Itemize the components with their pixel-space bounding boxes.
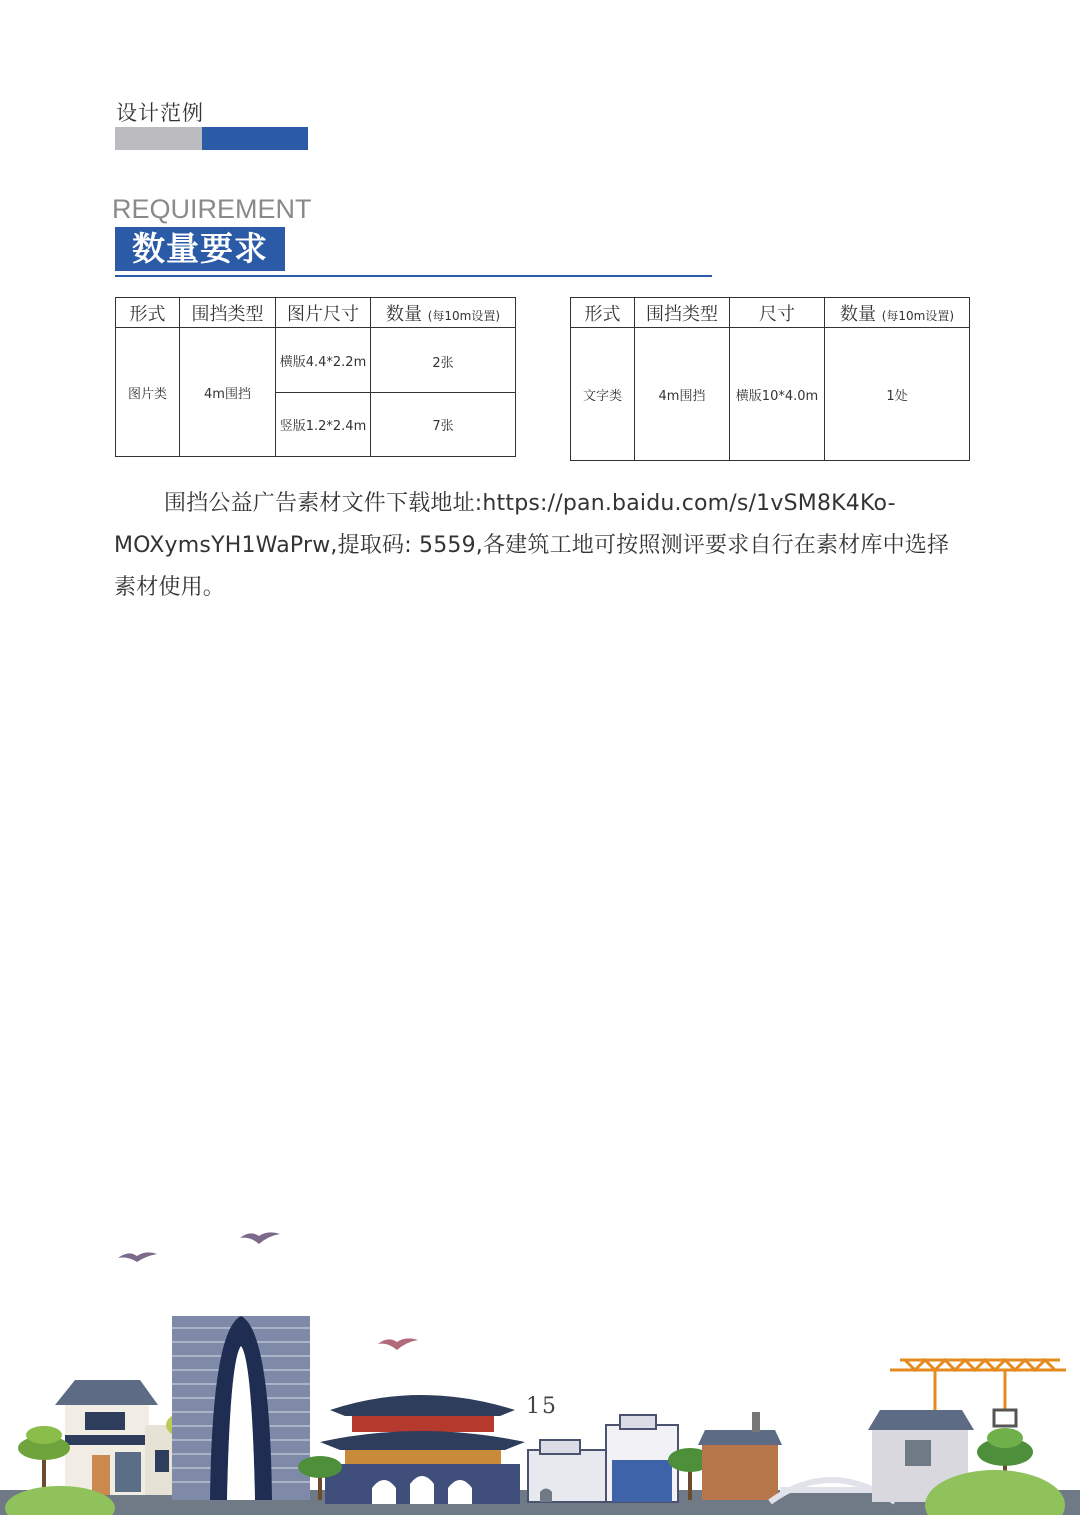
bird-icon	[118, 1252, 157, 1262]
cell-form: 文字类	[571, 328, 635, 461]
cell-type: 4m围挡	[635, 328, 730, 461]
museum	[528, 1415, 678, 1502]
header-bar-gray	[115, 127, 202, 150]
quantity-table-text	[570, 297, 970, 461]
header-qty-note: (每10m设置)	[881, 308, 955, 323]
header-type: 围挡类型	[635, 298, 730, 328]
cell-size: 横版10*4.0m	[730, 328, 825, 461]
header-qty-label: 数量	[385, 303, 422, 325]
header-size: 图片尺寸	[276, 298, 371, 328]
table-header-row	[571, 298, 970, 328]
quantity-table-image	[115, 297, 516, 457]
page-number: 15	[526, 1394, 558, 1419]
title-underline	[115, 275, 712, 277]
gate-tower	[172, 1316, 310, 1500]
cell-qty: 1处	[825, 328, 970, 461]
page-title: 数量要求	[115, 227, 285, 271]
bird-icon	[240, 1232, 280, 1244]
brick-house	[698, 1412, 782, 1500]
header-qty-note: (每10m设置)	[427, 308, 501, 323]
bird-icon	[378, 1338, 418, 1350]
header-form: 形式	[116, 298, 180, 328]
cell-size: 横版4.4*2.2m	[276, 328, 371, 393]
header-type: 围挡类型	[180, 298, 276, 328]
cell-size: 竖版1.2*2.4m	[276, 393, 371, 457]
subtitle-en: REQUIREMENT	[112, 194, 312, 224]
header-size: 尺寸	[730, 298, 825, 328]
header-bar-blue	[202, 127, 308, 150]
table-row	[571, 328, 970, 461]
cell-type: 4m围挡	[180, 328, 276, 457]
table-row	[116, 328, 516, 393]
cell-form: 图片类	[116, 328, 180, 457]
section-label: 设计范例	[116, 101, 204, 125]
tree-icon	[18, 1426, 70, 1495]
cell-qty: 2张	[371, 328, 516, 393]
header-qty-label: 数量	[839, 303, 876, 325]
header-qty	[825, 298, 970, 328]
table-header-row	[116, 298, 516, 328]
house-left	[55, 1380, 175, 1495]
download-paragraph: 围挡公益广告素材文件下载地址:https://pan.baidu.com/s/1vSM8K4Ko-MOXymsYH1WaPrw,提取码: 5559,各建筑工地可按照测评要求自行在素材库中选择素材使用。	[114, 491, 950, 600]
temple	[320, 1395, 525, 1504]
city-skyline-illustration	[0, 1220, 1080, 1515]
header-form: 形式	[571, 298, 635, 328]
header-qty	[371, 298, 516, 328]
cell-qty: 7张	[371, 393, 516, 457]
